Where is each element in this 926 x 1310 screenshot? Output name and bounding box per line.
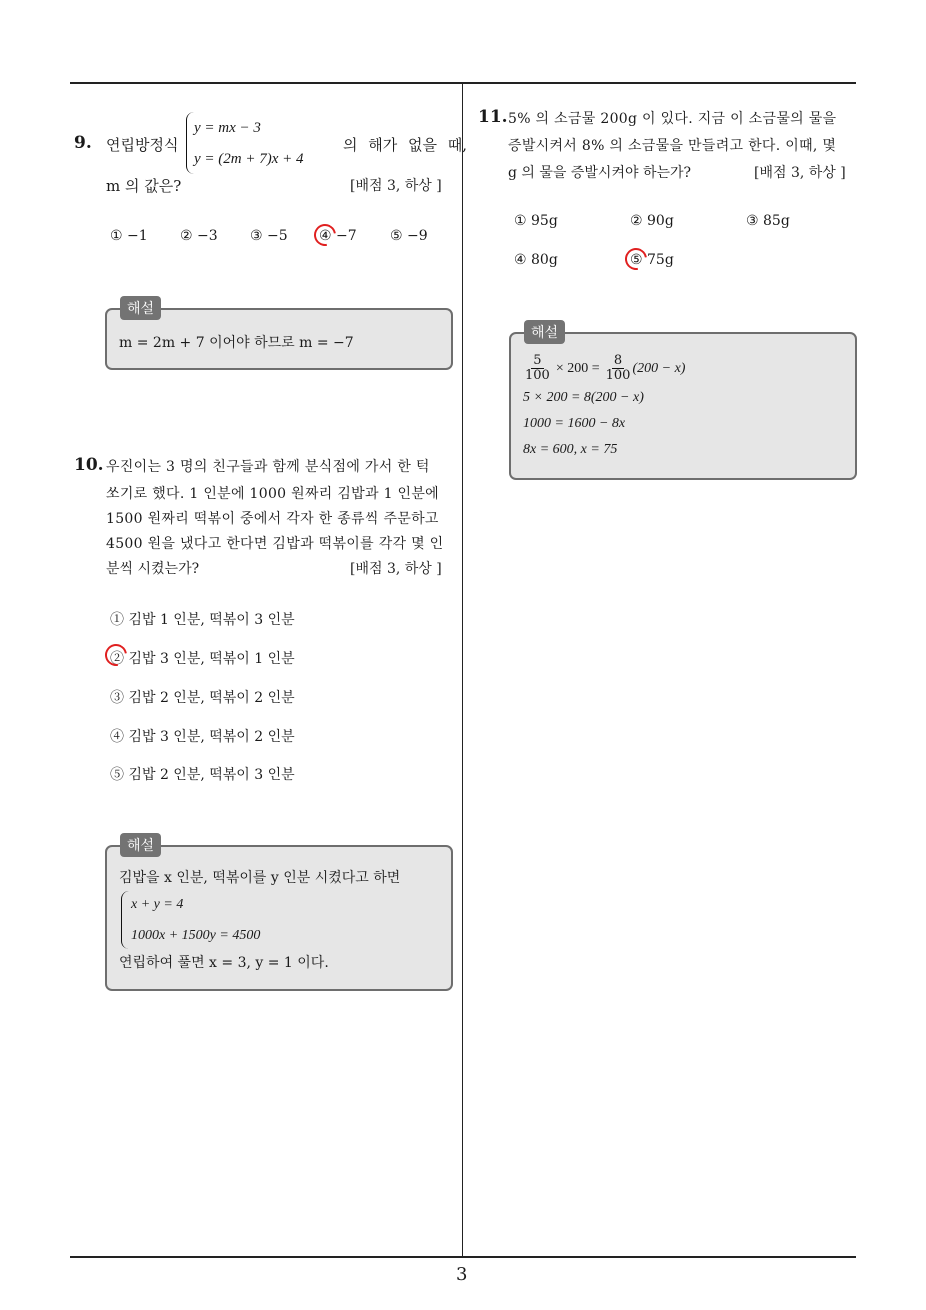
q9-suffix: 의 해가 없을 때, xyxy=(343,136,468,154)
q11-line-2: 증발시켜서 8% 의 소금물을 만들려고 한다. 이때, 몇 xyxy=(508,138,837,154)
q9-solution-tag: 해설 xyxy=(120,296,161,320)
q9-eq1: y = mx − 3 xyxy=(194,120,261,136)
q11-solution-line-2: 5 × 200 = 8(200 − x) xyxy=(523,390,644,405)
q9-line2: m 의 값은? xyxy=(106,177,182,195)
q11-solution-line-1 xyxy=(523,354,685,383)
q11-solution-line-4: 8x = 600, x = 75 xyxy=(523,442,618,457)
q10-meta: [배점 3, 하상 ] xyxy=(350,561,442,577)
q10-number: 10. xyxy=(74,455,104,475)
q10-system-brace xyxy=(121,891,130,949)
q11-answer-circle xyxy=(621,244,652,275)
q9-meta: [배점 3, 하상 ] xyxy=(350,178,442,194)
q10-line-3: 1500 원짜리 떡볶이 중에서 각자 한 종류씩 주문하고 xyxy=(106,511,439,527)
q9-prefix: 연립방정식 xyxy=(106,136,179,154)
q9-number: 9. xyxy=(74,133,92,153)
q9-answer-circle xyxy=(310,220,341,251)
q11-solution-tail: (200 − x) xyxy=(632,360,686,376)
q11-choice-4[interactable]: ④ 80g xyxy=(514,252,558,268)
q11-fraction-1: $\frac{5}{100}$ xyxy=(525,353,550,383)
q11-solution-line-3: 1000 = 1600 − 8x xyxy=(523,416,626,431)
q10-solution-box xyxy=(105,845,453,991)
q10-line-5: 분씩 시켰는가? xyxy=(106,561,200,577)
q9-choice-2[interactable]: ② −3 xyxy=(180,228,218,244)
q11-solution-mid: × 200 = xyxy=(555,360,600,376)
q10-solution-line-1: 김밥을 x 인분, 떡볶이를 y 인분 시켰다고 하면 xyxy=(119,870,401,886)
q10-line-2: 쏘기로 했다. 1 인분에 1000 원짜리 김밥과 1 인분에 xyxy=(106,486,440,502)
column-divider xyxy=(462,82,463,1258)
q10-choice-2[interactable]: ② 김밥 3 인분, 떡볶이 1 인분 xyxy=(110,651,295,667)
q10-choice-3[interactable]: ③ 김밥 2 인분, 떡볶이 2 인분 xyxy=(110,690,295,706)
q10-line-4: 4500 원을 냈다고 한다면 김밥과 떡볶이를 각각 몇 인 xyxy=(106,536,444,552)
top-rule xyxy=(70,82,856,84)
q10-solution-line-4: 연립하여 풀면 x = 3, y = 1 이다. xyxy=(119,955,329,971)
q11-line-1: 5% 의 소금물 200g 이 있다. 지금 이 소금물의 물을 xyxy=(508,111,837,127)
q10-choice-4[interactable]: ④ 김밥 3 인분, 떡볶이 2 인분 xyxy=(110,729,295,745)
q11-solution-box xyxy=(509,332,857,480)
q10-choice-5[interactable]: ⑤ 김밥 2 인분, 떡볶이 3 인분 xyxy=(110,767,295,783)
q10-choice-1[interactable]: ① 김밥 1 인분, 떡볶이 3 인분 xyxy=(110,612,295,628)
q11-line-3: g 의 물을 증발시켜야 하는가? xyxy=(508,165,692,181)
q10-solution-eq2: 1000x + 1500y = 4500 xyxy=(131,928,261,943)
q9-choice-4[interactable]: ④ −7 xyxy=(319,228,357,244)
q11-number: 11. xyxy=(478,107,508,127)
q11-choice-1[interactable]: ① 95g xyxy=(514,213,558,229)
q11-meta: [배점 3, 하상 ] xyxy=(754,165,846,181)
q11-choice-3[interactable]: ③ 85g xyxy=(746,213,790,229)
q10-line-1: 우진이는 3 명의 친구들과 함께 분식점에 가서 한 턱 xyxy=(106,459,430,475)
q9-eq2: y = (2m + 7)x + 4 xyxy=(194,151,304,167)
q11-choice-2[interactable]: ② 90g xyxy=(630,213,674,229)
q10-solution-tag: 해설 xyxy=(120,833,161,857)
q9-solution-text: m = 2m + 7 이어야 하므로 m = −7 xyxy=(119,335,354,351)
page-number: 3 xyxy=(456,1264,468,1285)
q9-choice-3[interactable]: ③ −5 xyxy=(250,228,288,244)
q11-solution-tag: 해설 xyxy=(524,320,565,344)
q11-fraction-2: $\frac{8}{100}$ xyxy=(605,353,631,383)
bottom-rule xyxy=(70,1256,856,1258)
q9-choice-1[interactable]: ① −1 xyxy=(110,228,148,244)
q10-solution-eq1: x + y = 4 xyxy=(131,897,184,912)
q11-choice-5[interactable]: ⑤ 75g xyxy=(630,252,674,268)
q9-choice-5[interactable]: ⑤ −9 xyxy=(390,228,428,244)
